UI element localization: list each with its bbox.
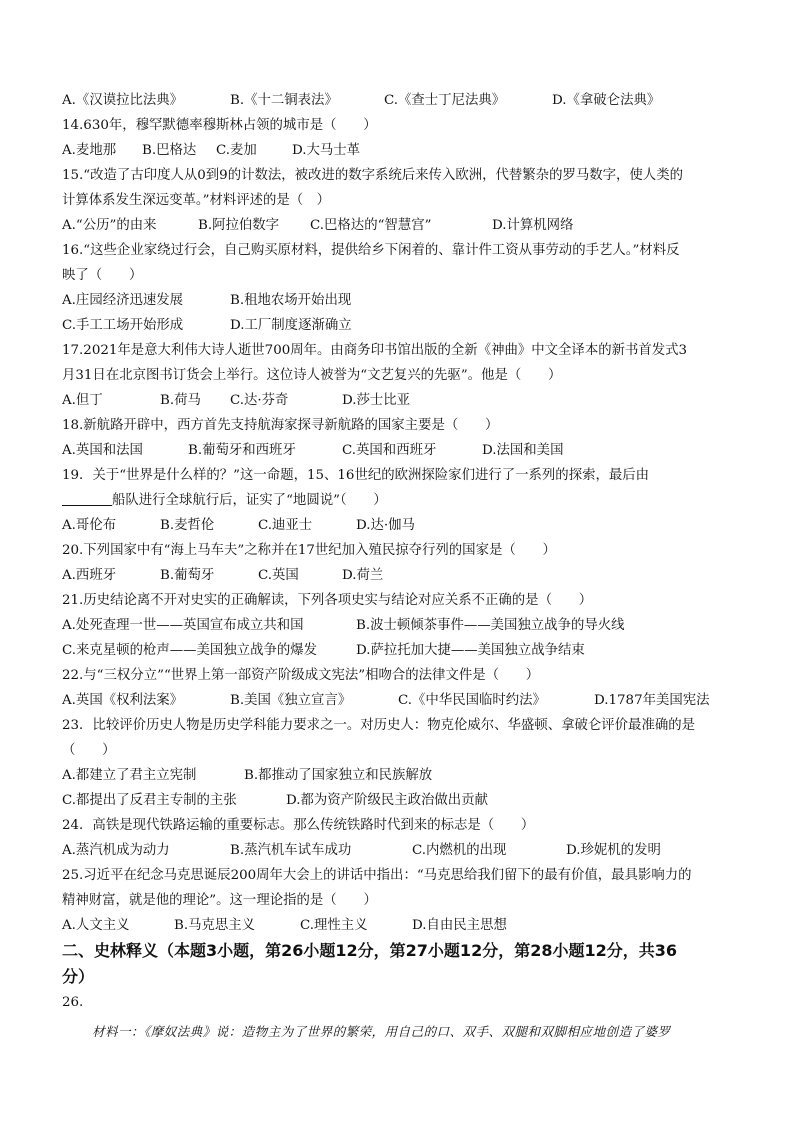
q22-stem: 22.与“三权分立”“世界上第一部资产阶级成文宪法”相吻合的法律文件是（ ） (62, 668, 540, 683)
q20-options (62, 563, 738, 588)
option-d: D.达·伽马 (356, 518, 415, 533)
option-b: B.马克思主义 (174, 918, 256, 933)
option-c: C.巴格达的“智慧宫” (310, 218, 432, 233)
option-c: C.达·芬奇 (230, 393, 289, 408)
q17-stem-line1: 17.2021年是意大利伟大诗人逝世700周年。由商务印书馆出版的全新《神曲》中文全译本的新书首发式3 (62, 343, 688, 358)
option-c: C.《查士丁尼法典》 (384, 93, 506, 108)
option-a: A.处死查理一世——英国宣布成立共和国 (62, 618, 304, 633)
option-c: C.理性主义 (300, 918, 368, 933)
option-c: C.麦加 (216, 143, 257, 158)
section-heading-line2: 分） (62, 967, 95, 986)
section-heading (62, 938, 738, 990)
option-a: A.都建立了君主立宪制 (62, 768, 197, 783)
q17-stem-line2: 月31日在北京图书订货会上举行。这位诗人被誉为“文艺复兴的先驱”。他是（ ） (62, 368, 562, 383)
option-c: C.来克星顿的枪声——美国独立战争的爆发 (62, 643, 318, 658)
option-d: D.《拿破仑法典》 (552, 93, 661, 108)
q19-stem-line1: 19．关于“世界是什么样的？”这一命题，15、16世纪的欧洲探险家们进行了一系列的探索，最后由 (62, 468, 650, 483)
q21-stem: 21.历史结论离不开对史实的正确解读，下列各项史实与结论对应关系不正确的是（ ） (62, 593, 593, 608)
q18-options (62, 438, 738, 463)
option-c: C.内燃机的出现 (412, 843, 507, 858)
option-c: C.英国 (258, 568, 299, 583)
option-d: D.1787年美国宪法 (594, 693, 710, 708)
section-heading-line1: 二、史林释义（本题3小题，第26小题12分，第27小题12分，第28小题12分，共36 (62, 941, 677, 960)
q18-stem: 18.新航路开辟中，西方首先支持航海家探寻新航路的国家主要是（ ） (62, 418, 499, 433)
option-a: A.英国《权利法案》 (62, 693, 184, 708)
option-d: D.自由民主思想 (412, 918, 507, 933)
option-a: A.蒸汽机成为动力 (62, 843, 170, 858)
q16-stem-line1: 16.“这些企业家绕过行会，自己购买原材料，提供给乡下闲着的、靠计件工资从事劳动的手艺人。”材料反 (62, 243, 680, 258)
exam-page (62, 88, 738, 1044)
q23-options-row1 (62, 763, 738, 788)
option-c: C.英国和西班牙 (342, 443, 437, 458)
option-b: B.波士顿倾茶事件——美国独立战争的导火线 (356, 618, 625, 633)
answer-blank (62, 491, 112, 506)
q25-options (62, 913, 738, 938)
q14-options (62, 138, 738, 163)
option-b: B.都推动了国家独立和民族解放 (244, 768, 433, 783)
option-d: D.工厂制度逐渐确立 (230, 318, 352, 333)
option-a: A.西班牙 (62, 568, 117, 583)
option-c: C.手工工场开始形成 (62, 318, 184, 333)
q19-stem-line2: 船队进行全球航行后，证实了“地圆说”（ ） (62, 488, 738, 513)
q21-options-row2 (62, 638, 738, 663)
q15-stem-line1: 15.“改造了古印度人从0到9的计数法，被改进的数字系统后来传入欧洲，代替繁杂的罗马数字，使人类的 (62, 168, 683, 183)
q16-options-row1 (62, 288, 738, 313)
q14-stem: 14.630年，穆罕默德率穆斯林占领的城市是（ ） (62, 118, 377, 133)
option-d: D.萨拉托加大捷——美国独立战争结束 (356, 643, 585, 658)
option-a: A.《汉谟拉比法典》 (62, 93, 184, 108)
q13-options (62, 88, 738, 113)
option-a: A.人文主义 (62, 918, 130, 933)
q24-options (62, 838, 738, 863)
option-a: A.“公历”的由来 (62, 218, 157, 233)
option-d: D.莎士比亚 (342, 393, 411, 408)
option-a: A.庄园经济迅速发展 (62, 293, 184, 308)
option-a: A.哥伦布 (62, 518, 117, 533)
option-d: D.计算机网络 (492, 218, 574, 233)
option-c: C.迪亚士 (258, 518, 313, 533)
option-b: B.美国《独立宣言》 (230, 693, 352, 708)
option-c: C.《中华民国临时约法》 (398, 693, 546, 708)
option-d: D.荷兰 (342, 568, 384, 583)
option-d: D.都为资产阶级民主政治做出贡献 (286, 793, 488, 808)
option-b: B.蒸汽机车试车成功 (230, 843, 352, 858)
q19-options (62, 513, 738, 538)
option-b: B.荷马 (160, 393, 201, 408)
option-b: B.租地农场开始出现 (230, 293, 352, 308)
option-d: D.大马士革 (292, 143, 361, 158)
q15-stem-line2: 计算体系发生深远变革。”材料评述的是（ ） (62, 193, 330, 208)
q16-options-row2 (62, 313, 738, 338)
option-b: B.葡萄牙 (160, 568, 215, 583)
option-d: D.法国和美国 (482, 443, 564, 458)
q24-stem: 24．高铁是现代铁路运输的重要标志。那么传统铁路时代到来的标志是（ ） (62, 818, 535, 833)
option-b: B.麦哲伦 (160, 518, 215, 533)
q22-options (62, 688, 738, 713)
option-c: C.都提出了反君主专制的主张 (62, 793, 237, 808)
q20-stem: 20.下列国家中有“海上马车夫”之称并在17世纪加入殖民掠夺行列的国家是（ ） (62, 543, 556, 558)
q23-stem-line2: （ ） (62, 743, 116, 758)
option-b: B.葡萄牙和西班牙 (188, 443, 296, 458)
option-b: B.巴格达 (142, 143, 197, 158)
q15-options (62, 213, 738, 238)
q25-stem-line2: 精神财富，就是他的理论”。这一理论指的是（ ） (62, 893, 377, 908)
q23-stem-line1: 23．比较评价历史人物是历史学科能力要求之一。对历史人：物克伦威尔、华盛顿、拿破仑评价最准确的是 (62, 718, 696, 733)
q16-stem-line2: 映了（ ） (62, 268, 143, 283)
q25-stem-line1: 25.习近平在纪念马克思诞辰200周年大会上的讲话中指出：“马克思给我们留下的最有价值，最具影响力的 (62, 868, 692, 883)
q17-options (62, 388, 738, 413)
option-d: D.珍妮机的发明 (566, 843, 661, 858)
q21-options-row1 (62, 613, 738, 638)
option-a: A.但丁 (62, 393, 103, 408)
q23-options-row2 (62, 788, 738, 813)
option-a: A.麦地那 (62, 143, 117, 158)
option-b: B.阿拉伯数字 (198, 218, 280, 233)
option-b: B.《十二铜表法》 (230, 93, 338, 108)
q26-material-one: 材料一：《摩奴法典》说：造物主为了世界的繁荣，用自己的口、双手、双腿和双脚相应地创造了婆罗 (92, 1024, 671, 1039)
q26-number: 26. (62, 995, 84, 1010)
option-a: A.英国和法国 (62, 443, 143, 458)
